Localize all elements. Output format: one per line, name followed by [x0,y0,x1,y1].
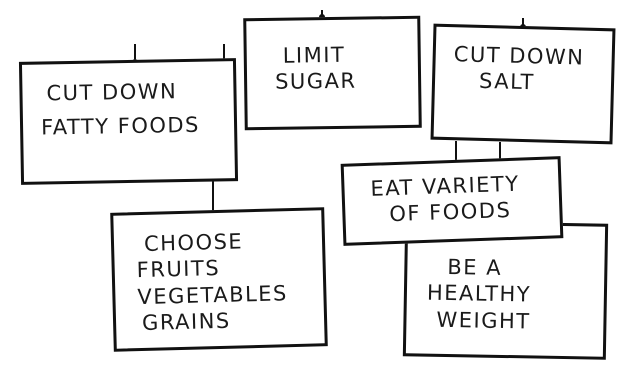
box-text-line: FRUITS [136,256,221,283]
box-text-line: EAT VARIETY [370,171,520,201]
box-text-line: WEIGHT [436,307,531,333]
box-text-line: SALT [478,69,536,95]
box-text-line: OF FOODS [389,198,512,227]
box-text-line: HEALTHY [426,280,532,307]
box-text-line: GRAINS [141,308,232,335]
box-text-line: CHOOSE [143,229,244,256]
box-text-line: SUGAR [274,68,357,95]
box-cut-down-salt [431,24,616,145]
box-limit-sugar [243,16,422,130]
box-text-line: CUT DOWN [453,42,585,70]
box-text-line: FATTY FOODS [40,113,201,140]
box-text-line: VEGETABLES [137,280,289,309]
box-text-line: LIMIT [282,42,346,68]
box-choose-fruits-vegetables-grains [110,207,328,352]
box-text-line: CUT DOWN [46,79,178,106]
box-text-line: BE A [447,254,503,280]
box-eat-variety-of-foods [341,156,564,246]
box-cut-down-fatty-foods [19,58,238,185]
